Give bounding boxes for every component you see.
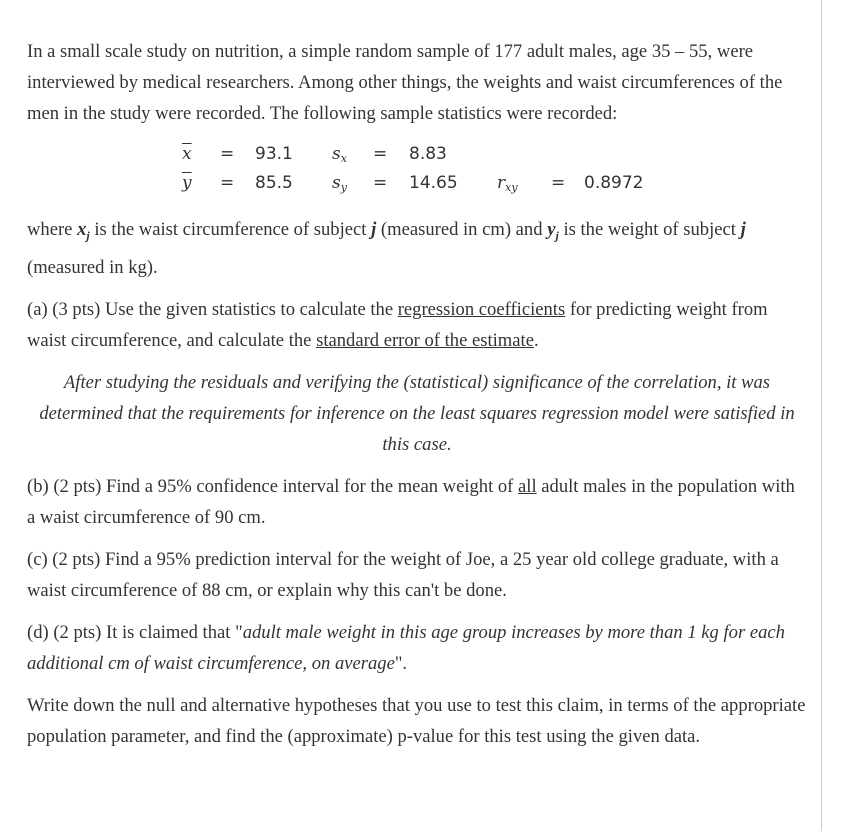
part-a: (a) (3 pts) Use the given statistics to calculate the regression coefficients for predicting weight from waist circumference, and calculate the standard error of the estimate. [27,298,768,351]
xj-variable: $x_j$ [77,219,90,243]
sample-statistics [27,141,807,201]
part-c: (c) (2 pts) Find a 95% prediction interval for the weight of Joe, a 25 year old college graduate, with a waist circumference of 88 cm, or explain why this can't be done. [27,548,779,601]
yj-variable: $y_j$ [547,219,559,243]
equals-sign: = [373,144,388,164]
part-d: (d) (2 pts) It is claimed that "adult male weight in this age group increases by more than 1 kg for each additional cm of waist circumference, on average". [27,621,785,674]
italic-note: After studying the residuals and verifying the (statistical) significance of the correlation, it was determined that the requirements for inference on the least squares regression model were satisfied in this case. [39,371,795,455]
standard-error-term: standard error of the estimate [316,329,534,351]
rxy-value: 0.8972 [584,173,644,193]
final-instructions: Write down the null and alternative hypotheses that you use to test this claim, in terms of the appropriate population parameter, and find the (approximate) p-value for this test using the given data. [27,694,806,747]
sx-value: 8.83 [409,144,447,164]
equals-sign: = [551,173,566,193]
all-term: all [518,475,537,497]
equals-sign: = [220,173,235,193]
ybar-value: 85.5 [255,173,293,193]
sy-symbol: $s_y$ [332,173,347,194]
part-b: (b) (2 pts) Find a 95% confidence interval for the mean weight of all adult males in the population with a waist circumference of 90 cm. [27,475,795,528]
sx-symbol: $s_x$ [332,144,347,165]
sy-value: 14.65 [409,173,458,193]
ybar-symbol: $\overline{y}$ [182,173,192,193]
regression-coefficients-term: regression coefficients [397,298,566,320]
xbar-symbol: $\overline{x}$ [182,144,192,164]
equals-sign: = [373,173,388,193]
question-content [27,36,807,752]
variable-definition: where $x_j$ is the waist circumference of subject j (measured in cm) and $y_j$ is the weight of subject j (measured in kg). [27,219,746,278]
xbar-value: 93.1 [255,144,293,164]
claim-text: adult male weight in this age group increases by more than 1 kg for each additional cm of waist circumference, on average [27,621,785,674]
equals-sign: = [220,144,235,164]
rxy-symbol: $r_{xy}$ [497,173,518,194]
intro-paragraph: In a small scale study on nutrition, a simple random sample of 177 adult males, age 35 – 55, were interviewed by medical researchers. Among other things, the weights and waist circumferences of the men in the study were recorded. The following sample statistics were recorded: [27,41,783,124]
